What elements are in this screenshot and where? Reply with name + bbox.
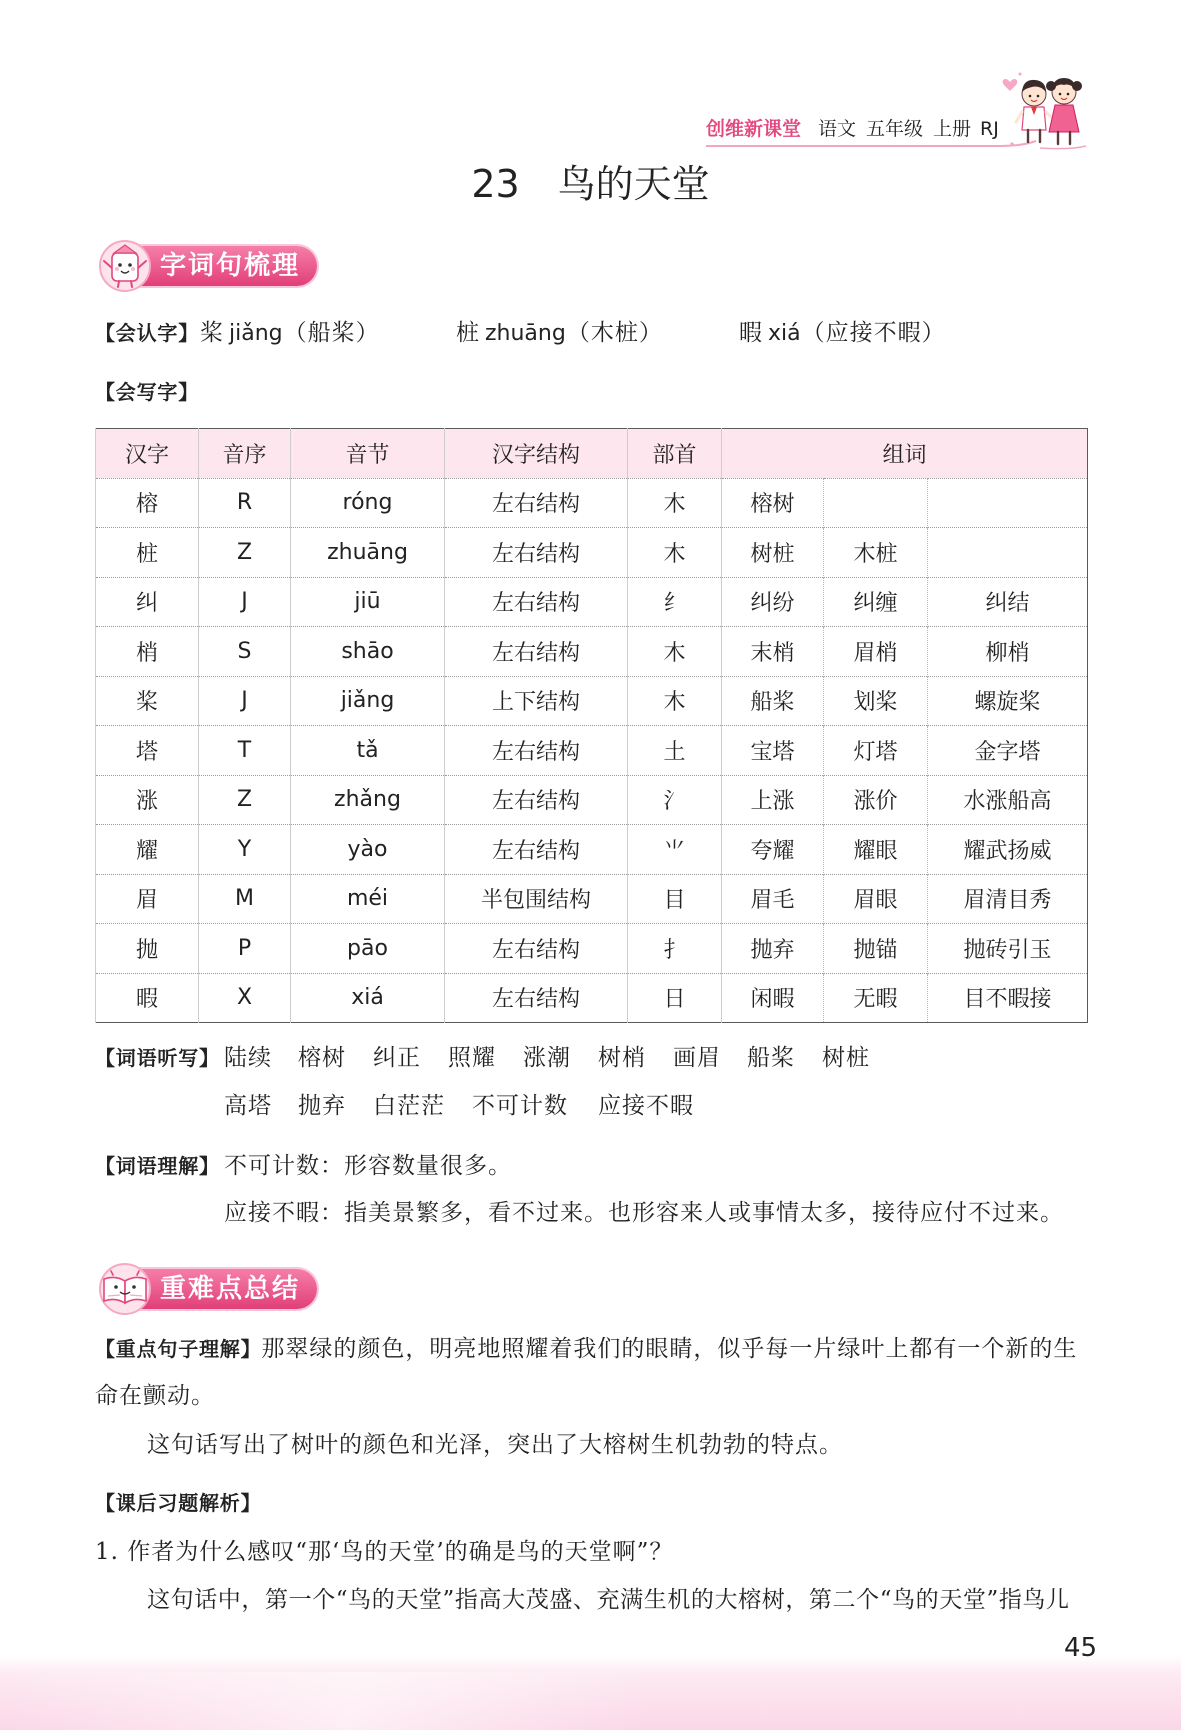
meaning-text: 不可计数：形容数量很多。 xyxy=(224,1153,512,1179)
cell-word: 榕树 xyxy=(722,478,824,528)
table-row xyxy=(96,775,1088,825)
section-title: 字词句梳理 xyxy=(160,251,301,281)
cell-structure: 半包围结构 xyxy=(445,874,628,924)
cell-pinyin: róng xyxy=(291,478,445,528)
key-sentence-text: 那翠绿的颜色，明亮地照耀着我们的眼睛，似乎每一片绿叶上都有一个新的生 xyxy=(261,1336,1078,1362)
cell-word: 眉毛 xyxy=(722,874,824,924)
cell-radical: 木 xyxy=(628,676,722,726)
cell-pinyin: jiǎng xyxy=(291,676,445,726)
cell-word: 上涨 xyxy=(722,775,824,825)
cell-word: 金字塔 xyxy=(928,726,1088,776)
cell-radical: 纟 xyxy=(628,577,722,627)
paper-mascot-icon xyxy=(97,238,153,294)
cell-radical: 木 xyxy=(628,528,722,578)
cell-word: 眉梢 xyxy=(824,627,928,677)
cell-word: 涨价 xyxy=(824,775,928,825)
table-row xyxy=(96,924,1088,974)
cell-word-empty xyxy=(824,478,928,528)
cell-word: 目不暇接 xyxy=(928,973,1088,1023)
header-initial: 音序 xyxy=(199,429,291,479)
cell-pinyin: xiá xyxy=(291,973,445,1023)
meaning-line xyxy=(95,1151,1095,1181)
key-sentence-text: 命在颤动。 xyxy=(95,1383,215,1409)
header-structure: 汉字结构 xyxy=(445,429,628,479)
cell-word: 水涨船高 xyxy=(928,775,1088,825)
dictation-line xyxy=(95,1091,1095,1121)
cell-pinyin: jiū xyxy=(291,577,445,627)
exercises-label: 【课后习题解析】 xyxy=(95,1491,262,1515)
recognize-label: 【会认字】 xyxy=(95,321,199,345)
dictation-word: 照耀 xyxy=(448,1045,496,1071)
cell-radical: 日 xyxy=(628,973,722,1023)
cell-radical: 氵 xyxy=(628,775,722,825)
recognize-pinyin: xiá xyxy=(768,321,801,346)
cell-radical: 目 xyxy=(628,874,722,924)
cell-pinyin: shāo xyxy=(291,627,445,677)
dictation-word: 榕树 xyxy=(298,1045,346,1071)
cell-pinyin: tǎ xyxy=(291,726,445,776)
cell-word-empty xyxy=(928,528,1088,578)
key-sentence-line xyxy=(95,1334,1077,1364)
header-radical: 部首 xyxy=(628,429,722,479)
cell-word-empty xyxy=(928,478,1088,528)
answer-text: 这句话中，第一个“鸟的天堂”指高大茂盛、充满生机的大榕树，第二个“鸟的天堂”指鸟儿 xyxy=(147,1587,1070,1613)
table-row xyxy=(96,676,1088,726)
cell-word: 宝塔 xyxy=(722,726,824,776)
table-row xyxy=(96,627,1088,677)
page-number: 45 xyxy=(1064,1633,1098,1663)
recognize-char: 桨 xyxy=(200,320,224,346)
cell-char: 暇 xyxy=(96,973,199,1023)
cell-radical: 木 xyxy=(628,627,722,677)
cell-structure: 左右结构 xyxy=(445,825,628,875)
cell-word: 耀武扬威 xyxy=(928,825,1088,875)
cell-pinyin: zhǎng xyxy=(291,775,445,825)
cell-word: 抛弃 xyxy=(722,924,824,974)
cell-word: 纠缠 xyxy=(824,577,928,627)
cell-initial: S xyxy=(199,627,291,677)
cell-initial: Z xyxy=(199,528,291,578)
cell-word: 眉清目秀 xyxy=(928,874,1088,924)
cell-radical: 木 xyxy=(628,478,722,528)
write-chars-heading xyxy=(95,377,199,407)
cell-structure: 上下结构 xyxy=(445,676,628,726)
header-words: 组词 xyxy=(722,429,1088,479)
table-header-row xyxy=(96,429,1088,479)
lesson-name: 鸟的天堂 xyxy=(557,162,710,206)
cell-word: 船桨 xyxy=(722,676,824,726)
key-sentence-label: 【重点句子理解】 xyxy=(95,1337,262,1361)
dictation-word: 树梢 xyxy=(598,1045,646,1071)
cell-pinyin: pāo xyxy=(291,924,445,974)
dictation-word: 不可计数 xyxy=(472,1093,568,1119)
recognize-chars xyxy=(95,318,1095,348)
cell-char: 塔 xyxy=(96,726,199,776)
cell-structure: 左右结构 xyxy=(445,973,628,1023)
cell-char: 榕 xyxy=(96,478,199,528)
key-sentence-line xyxy=(95,1381,215,1411)
cell-char: 眉 xyxy=(96,874,199,924)
children-mascot-icon xyxy=(1000,68,1090,152)
cell-char: 抛 xyxy=(96,924,199,974)
cell-word: 闲暇 xyxy=(722,973,824,1023)
dictation-label: 【词语听写】 xyxy=(95,1046,220,1070)
cell-structure: 左右结构 xyxy=(445,924,628,974)
cell-char: 耀 xyxy=(96,825,199,875)
key-sentence-analysis xyxy=(147,1430,843,1460)
section-title: 重难点总结 xyxy=(160,1274,301,1304)
book-mascot-icon xyxy=(97,1261,153,1317)
cell-word: 夸耀 xyxy=(722,825,824,875)
cell-word: 抛砖引玉 xyxy=(928,924,1088,974)
cell-char: 桨 xyxy=(96,676,199,726)
cell-word: 木桩 xyxy=(824,528,928,578)
analysis-text: 这句话写出了树叶的颜色和光泽，突出了大榕树生机勃勃的特点。 xyxy=(147,1432,843,1458)
cell-char: 涨 xyxy=(96,775,199,825)
dictation-word: 高塔 xyxy=(224,1093,272,1119)
cell-char: 梢 xyxy=(96,627,199,677)
footer-band-shine xyxy=(0,1672,1181,1730)
cell-word: 划桨 xyxy=(824,676,928,726)
lesson-number: 23 xyxy=(471,162,520,206)
recognize-item xyxy=(200,318,380,349)
cell-word: 无暇 xyxy=(824,973,928,1023)
cell-initial: J xyxy=(199,577,291,627)
dictation-word: 画眉 xyxy=(673,1045,721,1071)
cell-word: 末梢 xyxy=(722,627,824,677)
cell-radical: 扌 xyxy=(628,924,722,974)
exercise-question xyxy=(95,1537,673,1567)
meanings-label: 【词语理解】 xyxy=(95,1154,220,1178)
cell-word: 抛锚 xyxy=(824,924,928,974)
header-divider xyxy=(700,138,1040,152)
cell-pinyin: zhuāng xyxy=(291,528,445,578)
recognize-word: （应接不暇） xyxy=(801,320,946,346)
cell-structure: 左右结构 xyxy=(445,528,628,578)
edition: RJ xyxy=(980,118,999,140)
lesson-title xyxy=(0,162,1181,206)
header-char: 汉字 xyxy=(96,429,199,479)
write-label: 【会写字】 xyxy=(95,380,199,404)
question-text: 1. 作者为什么感叹“那‘鸟的天堂’的确是鸟的天堂啊”？ xyxy=(95,1539,674,1565)
dictation-line xyxy=(95,1043,1095,1073)
exercises-heading xyxy=(95,1488,261,1518)
cell-word: 耀眼 xyxy=(824,825,928,875)
dictation-word: 应接不暇 xyxy=(598,1093,694,1119)
recognize-pinyin: jiǎng xyxy=(229,321,283,346)
brand-name: 创维新课堂 xyxy=(706,118,802,140)
cell-initial: J xyxy=(199,676,291,726)
meaning-text: 应接不暇：指美景繁多，看不过来。也形容来人或事情太多，接待应付不过来。 xyxy=(224,1200,1064,1226)
section-badge-vocab xyxy=(97,244,317,288)
cell-structure: 左右结构 xyxy=(445,478,628,528)
meaning-line xyxy=(95,1198,1095,1228)
recognize-item xyxy=(739,318,946,349)
cell-word: 纠纷 xyxy=(722,577,824,627)
recognize-word: （木桩） xyxy=(566,320,663,346)
dictation-word: 白茫茫 xyxy=(373,1093,445,1119)
table-row xyxy=(96,577,1088,627)
table-row xyxy=(96,528,1088,578)
cell-word: 眉眼 xyxy=(824,874,928,924)
table-row xyxy=(96,973,1088,1023)
recognize-word: （船桨） xyxy=(283,320,380,346)
table-row xyxy=(96,478,1088,528)
cell-word: 螺旋桨 xyxy=(928,676,1088,726)
cell-char: 纠 xyxy=(96,577,199,627)
recognize-item xyxy=(456,318,663,349)
subject: 语文 xyxy=(818,118,857,140)
cell-initial: M xyxy=(199,874,291,924)
cell-pinyin: yào xyxy=(291,825,445,875)
recognize-char: 暇 xyxy=(739,320,763,346)
write-chars-table xyxy=(95,428,1088,1023)
cell-radical: 土 xyxy=(628,726,722,776)
grade: 五年级 xyxy=(866,118,924,140)
section-badge-key-points xyxy=(97,1267,317,1311)
cell-word: 树桩 xyxy=(722,528,824,578)
cell-structure: 左右结构 xyxy=(445,775,628,825)
dictation-word: 抛弃 xyxy=(298,1093,346,1119)
cell-structure: 左右结构 xyxy=(445,577,628,627)
table-row xyxy=(96,825,1088,875)
cell-initial: T xyxy=(199,726,291,776)
header-pinyin: 音节 xyxy=(291,429,445,479)
dictation-word: 纠正 xyxy=(373,1045,421,1071)
cell-radical: ⺌ xyxy=(628,825,722,875)
cell-pinyin: méi xyxy=(291,874,445,924)
cell-word: 柳梢 xyxy=(928,627,1088,677)
cell-structure: 左右结构 xyxy=(445,726,628,776)
cell-word: 灯塔 xyxy=(824,726,928,776)
cell-initial: R xyxy=(199,478,291,528)
cell-initial: Z xyxy=(199,775,291,825)
cell-word: 纠结 xyxy=(928,577,1088,627)
volume: 上册 xyxy=(933,118,972,140)
exercise-answer xyxy=(147,1585,1070,1615)
table-row xyxy=(96,726,1088,776)
recognize-pinyin: zhuāng xyxy=(485,321,566,346)
cell-structure: 左右结构 xyxy=(445,627,628,677)
recognize-char: 桩 xyxy=(456,320,480,346)
dictation-word: 陆续 xyxy=(224,1045,272,1071)
cell-char: 桩 xyxy=(96,528,199,578)
cell-initial: Y xyxy=(199,825,291,875)
cell-initial: P xyxy=(199,924,291,974)
cell-initial: X xyxy=(199,973,291,1023)
dictation-word: 树桩 xyxy=(822,1045,870,1071)
dictation-word: 涨潮 xyxy=(523,1045,571,1071)
dictation-word: 船桨 xyxy=(747,1045,795,1071)
table-row xyxy=(96,874,1088,924)
